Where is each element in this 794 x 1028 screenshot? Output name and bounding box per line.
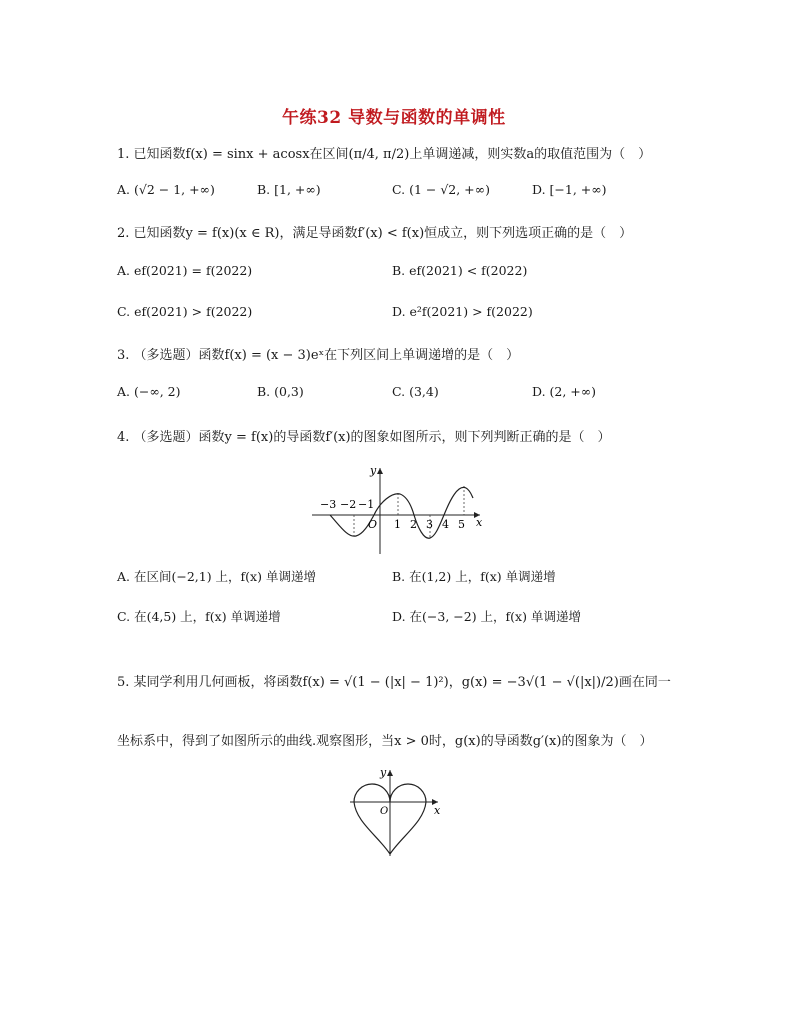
figure1-x-label: x (476, 516, 483, 529)
question-1-stem: 1. 已知函数f(x) = sinx + acosx在区间(π/4, π/2)上单调递减，则实数a的取值范围为（ ） (117, 147, 652, 162)
question-2-stem: 2. 已知函数y = f(x)(x ∈ R)，满足导函数f′(x) < f(x)恒成立，则下列选项正确的是（ ） (117, 226, 633, 241)
figure1-tick-neg2: −2 (340, 498, 357, 511)
figure2-y-arrow (387, 770, 393, 776)
question-4-stem: 4. （多选题）函数y = f(x)的导函数f′(x)的图象如图所示，则下列判断正确的是（ ） (117, 430, 611, 445)
question-3-stem: 3. （多选题）函数f(x) = (x − 3)eˣ在下列区间上单调递增的是（ ） (117, 348, 520, 363)
question-1-option-c: C. (1 − √2, +∞) (392, 182, 490, 197)
derivative-graph-figure (308, 462, 488, 558)
question-2-option-d: D. e²f(2021) > f(2022) (392, 304, 533, 319)
question-4-option-c: C. 在(4,5) 上，f(x) 单调递增 (117, 609, 281, 624)
figure1-y-arrow (377, 468, 383, 474)
figure1-tick-3: 3 (426, 518, 433, 531)
question-1-option-b: B. [1, +∞) (257, 182, 321, 197)
question-1-option-a: A. (√2 − 1, +∞) (117, 182, 215, 197)
figure1-derivative-curve (330, 487, 473, 538)
figure1-tick-4: 4 (442, 518, 449, 531)
question-4-option-b: B. 在(1,2) 上，f(x) 单调递增 (392, 569, 556, 584)
question-3-option-a: A. (−∞, 2) (117, 384, 181, 399)
figure1-y-label: y (370, 464, 377, 477)
question-1-option-d: D. [−1, +∞) (532, 182, 607, 197)
question-5-stem-line2: 坐标系中，得到了如图所示的曲线.观察图形，当x > 0时，g(x)的导函数g′(x)的图象为（ ） (117, 734, 653, 749)
figure1-tick-neg1: −1 (358, 498, 375, 511)
question-2-option-c: C. ef(2021) > f(2022) (117, 304, 253, 319)
figure1-origin-label: O (368, 518, 378, 531)
figure1-tick-5: 5 (458, 518, 465, 531)
figure2-origin-label: O (380, 806, 389, 817)
figure1-tick-1: 1 (394, 518, 401, 531)
figure1-tick-2: 2 (410, 518, 417, 531)
question-4-option-a: A. 在区间(−2,1) 上，f(x) 单调递增 (117, 569, 316, 584)
figure1-tick-neg3: −3 (320, 498, 337, 511)
question-5-stem-line1: 5. 某同学利用几何画板，将函数f(x) = √(1 − (|x| − 1)²)，g(x) = −3√(1 − √(|x|)/2)画在同一 (117, 675, 671, 690)
question-3-option-d: D. (2, +∞) (532, 384, 597, 399)
heart-curve-figure (346, 764, 446, 858)
question-3-option-b: B. (0,3) (257, 384, 304, 399)
question-3-option-c: C. (3,4) (392, 384, 439, 399)
page-title: 午练32 导数与函数的单调性 (282, 108, 506, 128)
question-2-option-b: B. ef(2021) < f(2022) (392, 263, 528, 278)
figure2-y-label: y (380, 766, 387, 779)
question-2-option-a: A. ef(2021) = f(2022) (117, 263, 253, 278)
question-4-option-d: D. 在(−3, −2) 上，f(x) 单调递增 (392, 609, 581, 624)
figure2-x-label: x (434, 804, 441, 817)
